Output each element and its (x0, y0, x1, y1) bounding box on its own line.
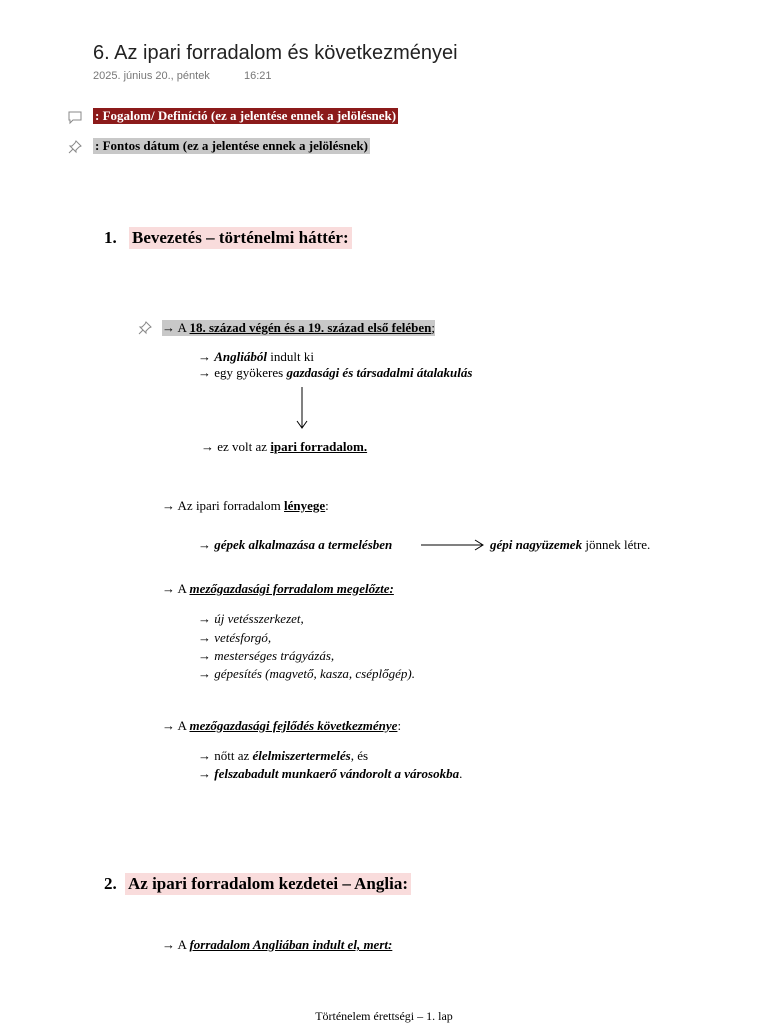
page-time: 16:21 (244, 70, 272, 82)
page-title: 6. Az ipari forradalom és következményei (93, 42, 458, 64)
list-item: → felszabadult munkaerő vándorolt a városokba. (198, 766, 463, 781)
machines-right: gépi nagyüzemek jönnek létre. (490, 537, 651, 552)
pin-icon (137, 320, 153, 336)
page-footer: Történelem érettségi – 1. lap (315, 1009, 453, 1023)
section2-heading: Az ipari forradalom kezdetei – Anglia: (125, 873, 411, 895)
legend-definition: : Fogalom/ Definíció (ez a jelentése ennek a jelölésnek) (95, 108, 397, 123)
section1-heading: Bevezetés – történelmi háttér: (129, 227, 352, 249)
list-item: → új vetésszerkezet, (198, 611, 304, 626)
speech-bubble-icon (67, 110, 83, 126)
list-item: → mesterséges trágyázás, (198, 648, 335, 663)
section2-intro: → A forradalom Angliában indult el, mert: (162, 937, 393, 952)
agri-effect-line: → A mezőgazdasági fejlődés következménye: (162, 718, 402, 733)
down-arrow-icon (295, 387, 309, 431)
list-item: → Angliából indult ki (198, 349, 314, 364)
essence-line: → Az ipari forradalom lényege: (162, 498, 329, 513)
agri-rev-line: → A mezőgazdasági forradalom megelőzte: (162, 581, 394, 596)
intro-date-line: → A 18. század végén és a 19. század első felében; (162, 320, 436, 335)
section1-number: 1. (104, 228, 117, 247)
list-item: → vetésforgó, (198, 630, 272, 645)
pin-icon (67, 139, 83, 155)
legend-date: : Fontos dátum (ez a jelentése ennek a jelölésnek) (95, 138, 368, 153)
right-arrow-icon (421, 539, 485, 551)
list-item: → egy gyökeres gazdasági és társadalmi átalakulás (198, 365, 473, 380)
section2-number: 2. (104, 874, 117, 893)
list-item: → nőtt az élelmiszertermelés, és (198, 748, 369, 763)
machines-left: → gépek alkalmazása a termelésben (198, 537, 393, 552)
page-date: 2025. június 20., péntek (93, 70, 210, 82)
intro-date-text: 18. század végén és a 19. század első felében (189, 320, 432, 335)
list-item: → gépesítés (magvető, kasza, cséplőgép). (198, 666, 415, 681)
conclusion-line: → ez volt az ipari forradalom. (201, 439, 368, 454)
